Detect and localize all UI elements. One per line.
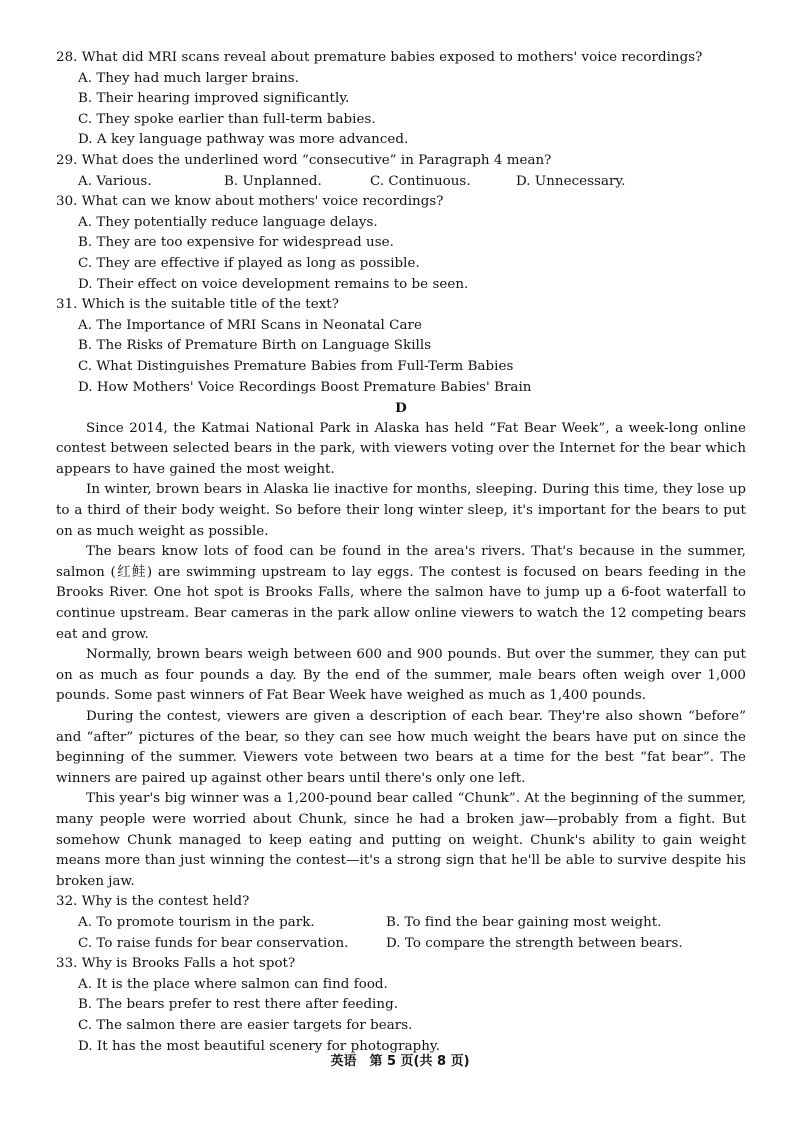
option-d: D. A key language pathway was more advanced. — [78, 132, 409, 148]
option-b: B. Their hearing improved significantly. — [78, 91, 350, 107]
passage-paragraph: Since 2014, the Katmai National Park in Alaska has held “Fat Bear Week”, a week-long online contest between selected bears in the park, with viewers voting over the Internet for the bear which appears to have gained the most weight. — [56, 420, 746, 477]
option-c: C. They are effective if played as long as possible. — [78, 255, 420, 271]
option-c: C. The salmon there are easier targets for bears. — [78, 1017, 413, 1033]
question-stem: 29. What does the underlined word “consecutive” in Paragraph 4 mean? — [56, 152, 552, 168]
passage-paragraph: In winter, brown bears in Alaska lie inactive for months, sleeping. During this time, they lose up to a third of their body weight. So before their long winter sleep, it's important for the bears to put on as much weight as possible. — [56, 482, 746, 539]
option-a: A. They had much larger brains. — [78, 70, 299, 86]
question-stem: 28. What did MRI scans reveal about premature babies exposed to mothers' voice recordings? — [56, 50, 703, 65]
question-31 — [56, 295, 746, 398]
option-a: A. The Importance of MRI Scans in Neonatal Care — [78, 317, 422, 333]
option-b: B. The Risks of Premature Birth on Language Skills — [78, 338, 432, 354]
question-33 — [56, 954, 746, 1057]
option-c: C. To raise funds for bear conservation. — [78, 935, 349, 951]
question-stem: 30. What can we know about mothers' voice recordings? — [56, 194, 444, 210]
option-a: A. They potentially reduce language delays. — [78, 214, 378, 230]
option-b: B. To find the bear gaining most weight. — [386, 914, 662, 930]
option-b: B. Unplanned. — [224, 173, 322, 189]
page-footer: 英语 第 5 页(共 8 页) — [330, 1054, 470, 1069]
passage-paragraph: Normally, brown bears weigh between 600 and 900 pounds. But over the summer, they can put on as much as four pounds a day. By the end of the summer, male bears often weigh over 1,000 pounds. Some past winners of Fat Bear Week have weighed as much as 1,400 pounds. — [56, 647, 746, 704]
options-row — [56, 172, 746, 193]
passage-paragraph: This year's big winner was a 1,200-pound bear called “Chunk”. At the beginning of the summer, many people were worried about Chunk, since he had a broken jaw—probably from a fight. But somehow Chunk managed to keep eating and putting on weight. Chunk's ability to gain weight means more than just winning the contest—it's a strong sign that he'll be able to survive despite his broken jaw. — [56, 791, 746, 889]
option-b: B. They are too expensive for widespread use. — [78, 235, 394, 251]
question-stem: 31. Which is the suitable title of the text? — [56, 297, 339, 313]
options-row — [56, 913, 746, 934]
exam-page — [56, 48, 746, 1057]
passage-paragraph: The bears know lots of food can be found in the area's rivers. That's because in the summer, salmon (红鲑) are swimming upstream to lay eggs. The contest is focused on bears feeding in the Brooks River. One hot spot is Brooks Falls, where the salmon have to jump up a 6-foot waterfall to continue upstream. Bear cameras in the park allow online viewers to watch the 12 competing bears eat and grow. — [56, 544, 746, 642]
question-stem: 33. Why is Brooks Falls a hot spot? — [56, 956, 296, 972]
option-d: D. To compare the strength between bears. — [386, 935, 683, 951]
question-29 — [56, 151, 746, 192]
option-c: C. They spoke earlier than full-term babies. — [78, 111, 376, 127]
option-c: C. Continuous. — [370, 173, 471, 189]
question-32 — [56, 892, 746, 954]
options-row — [56, 934, 746, 955]
passage-d — [56, 419, 746, 893]
option-d: D. Unnecessary. — [516, 173, 626, 189]
question-30 — [56, 192, 746, 295]
option-b: B. The bears prefer to rest there after feeding. — [78, 997, 398, 1013]
passage-paragraph: During the contest, viewers are given a description of each bear. They're also shown “before” and “after” pictures of the bear, so they can see how much weight the bears have put on since the beginning of the summer. Viewers vote between two bears at a time for the best “fat bear”. The winners are paired up against other bears until there's only one left. — [56, 709, 746, 786]
option-d: D. How Mothers' Voice Recordings Boost Premature Babies' Brain — [78, 379, 532, 395]
option-d: D. It has the most beautiful scenery for photography. — [78, 1038, 441, 1054]
section-heading: D — [395, 400, 407, 417]
question-28 — [56, 48, 746, 151]
question-stem: 32. Why is the contest held? — [56, 894, 250, 910]
option-a: A. It is the place where salmon can find food. — [78, 976, 388, 992]
option-a: A. To promote tourism in the park. — [78, 914, 315, 930]
option-a: A. Various. — [78, 173, 152, 189]
option-d: D. Their effect on voice development remains to be seen. — [78, 276, 469, 292]
option-c: C. What Distinguishes Premature Babies from Full-Term Babies — [78, 358, 514, 374]
